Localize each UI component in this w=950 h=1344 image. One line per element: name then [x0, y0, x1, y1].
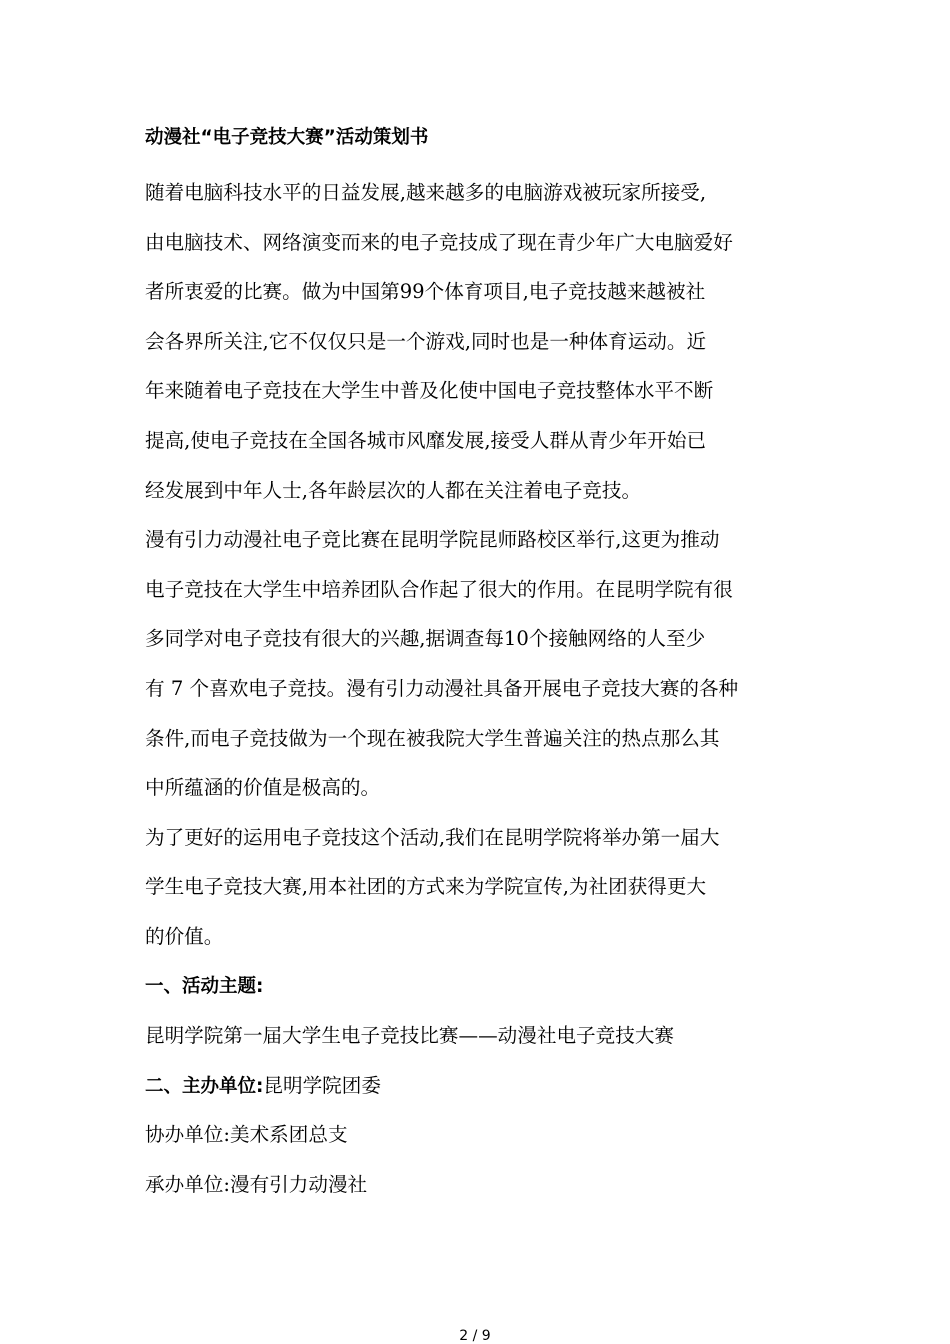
- section-heading-theme: 一、活动主题:: [145, 975, 264, 997]
- text-line: 条件,而电子竞技做为一个现在被我院大学生普遍关注的热点那么其: [145, 726, 720, 750]
- paragraph-club: [145, 515, 820, 813]
- text-line: 者所衷爱的比赛。做为中国第99个体育项目,电子竞技越来越被社: [145, 280, 706, 304]
- paragraph-intro: [145, 168, 820, 515]
- text-line: 电子竞技在大学生中培养团队合作起了很大的作用。在昆明学院有很: [145, 577, 733, 601]
- text-line: 由电脑技术、网络演变而来的电子竞技成了现在青少年广大电脑爱好: [145, 230, 733, 254]
- section-theme: [145, 962, 820, 1061]
- text-line: 的价值。: [145, 924, 224, 948]
- section-organizers: [145, 1061, 820, 1210]
- text-line: 会各界所关注,它不仅仅只是一个游戏,同时也是一种体育运动。近: [145, 329, 707, 353]
- text-line: 多同学对电子竞技有很大的兴趣,据调查每10个接触网络的人至少: [145, 627, 706, 651]
- co-organizer-line: 协办单位:美术系团总支: [145, 1123, 348, 1147]
- page-number: 2 / 9: [459, 1328, 491, 1344]
- text-line: 年来随着电子竞技在大学生中普及化使中国电子竞技整体水平不断: [145, 379, 714, 403]
- document-title: 动漫社“电子竞技大赛”活动策划书: [145, 127, 429, 148]
- paragraph-purpose: [145, 813, 820, 962]
- text-line: 中所蕴涵的价值是极高的。: [145, 776, 381, 800]
- text-line: 学生电子竞技大赛,用本社团的方式来为学院宣传,为社团获得更大: [145, 875, 707, 899]
- text-line: 有 7 个喜欢电子竞技。漫有引力动漫社具备开展电子竞技大赛的各种: [145, 676, 739, 700]
- text-line: 为了更好的运用电子竞技这个活动,我们在昆明学院将举办第一届大: [145, 825, 720, 849]
- organizer-line: [145, 1061, 820, 1111]
- document-body: [145, 118, 820, 1209]
- undertaker-line: 承办单位:漫有引力动漫社: [145, 1172, 368, 1196]
- text-line: 漫有引力动漫社电子竞比赛在昆明学院昆师路校区举行,这更为推动: [145, 528, 720, 552]
- text-line: 经发展到中年人士,各年龄层次的人都在关注着电子竞技。: [145, 478, 642, 502]
- text-line: 提高,使电子竞技在全国各城市风靡发展,接受人群从青少年开始已: [145, 428, 707, 452]
- theme-content: 昆明学院第一届大学生电子竞技比赛——动漫社电子竞技大赛: [145, 1024, 675, 1048]
- organizer-value: 昆明学院团委: [263, 1073, 381, 1097]
- section-heading-organizer: 二、主办单位:: [145, 1075, 264, 1097]
- text-line: 随着电脑科技水平的日益发展,越来越多的电脑游戏被玩家所接受,: [145, 181, 707, 204]
